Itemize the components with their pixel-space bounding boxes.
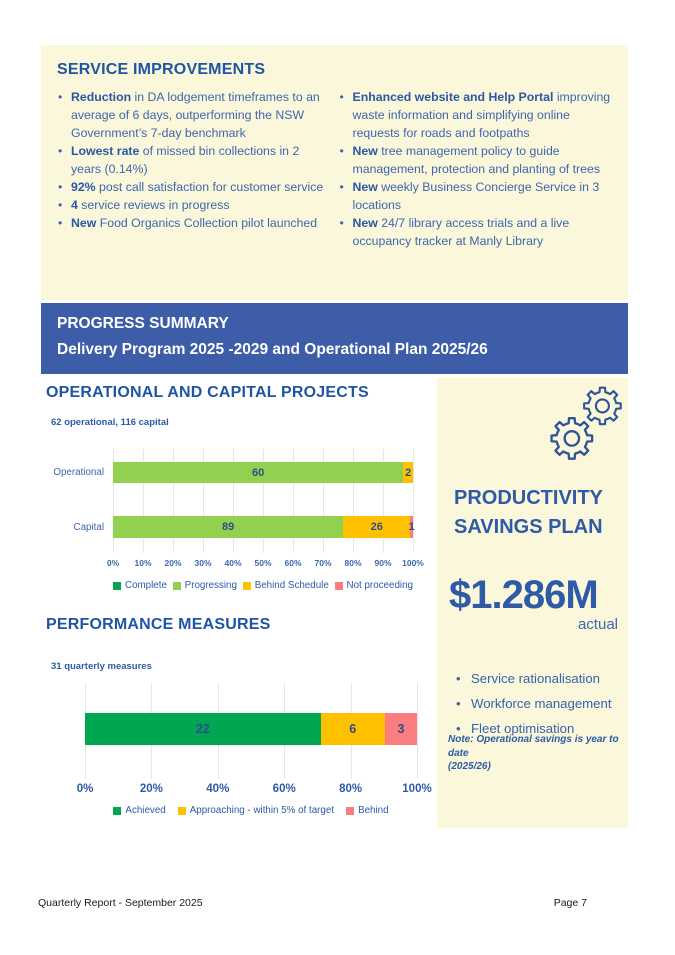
axis-tick-label: 70% — [314, 558, 332, 568]
bullet-list-left — [57, 88, 333, 232]
savings-amount-label: actual — [577, 616, 618, 633]
operational-capital-title: OPERATIONAL AND CAPITAL PROJECTS — [46, 384, 369, 401]
bullet-item: • New Food Organics Collection pilot launched — [57, 214, 333, 232]
legend-item: Behind — [346, 805, 389, 816]
axis-tick-label: 90% — [374, 558, 392, 568]
axis-tick-label: 60% — [284, 558, 302, 568]
axis-tick-label: 30% — [194, 558, 212, 568]
axis-tick-label: 80% — [339, 783, 363, 795]
legend-swatch — [113, 807, 121, 815]
chart-legend — [113, 580, 413, 591]
legend-swatch — [113, 582, 121, 590]
bar-segment-behind-schedule: 26 — [343, 516, 410, 538]
savings-note-line2: (2025/26) — [448, 761, 491, 772]
performance-measures-title: PERFORMANCE MEASURES — [46, 616, 271, 633]
bar-segment-progressing: 89 — [113, 516, 343, 538]
operational-capital-subtitle: 62 operational, 116 capital — [51, 417, 169, 428]
bullet-item: • Lowest rate of missed bin collections in 2 years (0.14%) — [57, 142, 333, 178]
axis-tick-label: 0% — [76, 783, 94, 795]
productivity-title-line2: SAVINGS PLAN — [454, 516, 603, 538]
progress-summary-line1: PROGRESS SUMMARY — [57, 315, 229, 332]
legend-swatch — [335, 582, 343, 590]
bar-segment-achieved: 22 — [85, 713, 321, 745]
bar-segment-behind-schedule: 2 — [403, 462, 413, 483]
service-improvements-panel — [41, 45, 628, 300]
savings-note-line1: Note: Operational savings is year to date — [448, 734, 619, 759]
footer-page-number: Page 7 — [553, 897, 587, 909]
axis-tick-label: 100% — [402, 558, 424, 568]
chart-row — [41, 713, 425, 745]
chart-legend — [85, 805, 417, 816]
legend-item: Behind Schedule — [243, 580, 329, 591]
category-label: Capital — [73, 521, 104, 533]
performance-measures-subtitle: 31 quarterly measures — [51, 661, 152, 672]
progress-summary-line2: Delivery Program 2025 -2029 and Operational Plan 2025/26 — [57, 341, 488, 358]
productivity-title — [454, 484, 603, 542]
axis-tick-label: 50% — [254, 558, 272, 568]
legend-swatch — [173, 582, 181, 590]
bar-segment-progressing: 60 — [113, 462, 403, 483]
savings-note — [448, 733, 620, 774]
bar-segment-behind: 3 — [385, 713, 417, 745]
chart-x-axis — [76, 783, 432, 797]
productivity-title-line1: PRODUCTIVITY — [454, 487, 603, 509]
bullet-list-right — [339, 88, 615, 250]
axis-tick-label: 60% — [272, 783, 296, 795]
service-improvements-columns — [57, 88, 614, 250]
bar-track — [85, 713, 417, 745]
axis-tick-label: 100% — [402, 783, 432, 795]
chart-bars — [41, 449, 421, 538]
axis-tick-label: 40% — [224, 558, 242, 568]
legend-swatch — [346, 807, 354, 815]
axis-tick-label: 80% — [344, 558, 362, 568]
axis-tick-label: 40% — [206, 783, 230, 795]
legend-item: Not proceeding — [335, 580, 413, 591]
bar-segment-approaching-within-5-of-target: 6 — [321, 713, 385, 745]
savings-bullet-list — [455, 666, 611, 741]
chart-row — [41, 462, 421, 483]
bullet-item: • Workforce management — [455, 691, 611, 716]
performance-measures-chart — [41, 683, 432, 825]
chart-bars — [41, 683, 425, 745]
bullet-item: • New weekly Business Concierge Service in 3 locations — [339, 178, 615, 214]
gears-icon — [547, 383, 633, 469]
legend-item: Progressing — [173, 580, 237, 591]
chart-row — [41, 516, 421, 538]
bullet-item: • 92% post call satisfaction for customer service — [57, 178, 333, 196]
operational-capital-chart — [41, 449, 424, 601]
legend-item: Approaching - within 5% of target — [178, 805, 334, 816]
bar-segment-not-proceeding: 1 — [410, 516, 413, 538]
productivity-savings-panel — [437, 378, 628, 828]
axis-tick-label: 20% — [139, 783, 163, 795]
legend-item: Achieved — [113, 805, 165, 816]
category-label — [41, 713, 85, 745]
progress-summary-banner — [41, 303, 628, 374]
bullet-item: • Enhanced website and Help Portal improving waste information and simplifying online requests for roads and footpaths — [339, 88, 615, 142]
bullet-item: • 4 service reviews in progress — [57, 196, 333, 214]
service-improvements-title: SERVICE IMPROVEMENTS — [57, 61, 266, 78]
axis-tick-label: 10% — [134, 558, 152, 568]
chart-x-axis — [106, 558, 424, 570]
bullet-item: • Service rationalisation — [455, 666, 611, 691]
bullet-item: • Fleet optimisation — [455, 716, 611, 741]
bar-track — [113, 516, 413, 538]
bullet-item: • Reduction in DA lodgement timeframes to an average of 6 days, outperforming the NSW Government’s 7-day benchmark — [57, 88, 333, 142]
category-label: Operational — [53, 467, 104, 478]
axis-tick-label: 20% — [164, 558, 182, 568]
axis-tick-label: 0% — [106, 558, 120, 568]
savings-amount: $1.286M — [449, 573, 598, 617]
bar-track — [113, 462, 413, 483]
legend-item: Complete — [113, 580, 167, 591]
bullet-item: • New tree management policy to guide management, protection and planting of trees — [339, 142, 615, 178]
footer-report-title: Quarterly Report - September 2025 — [38, 897, 203, 909]
service-improvements-right-column — [339, 88, 615, 250]
service-improvements-left-column — [57, 88, 333, 250]
legend-swatch — [243, 582, 251, 590]
legend-swatch — [178, 807, 186, 815]
bullet-item: • New 24/7 library access trials and a live occupancy tracker at Manly Library — [339, 214, 615, 250]
